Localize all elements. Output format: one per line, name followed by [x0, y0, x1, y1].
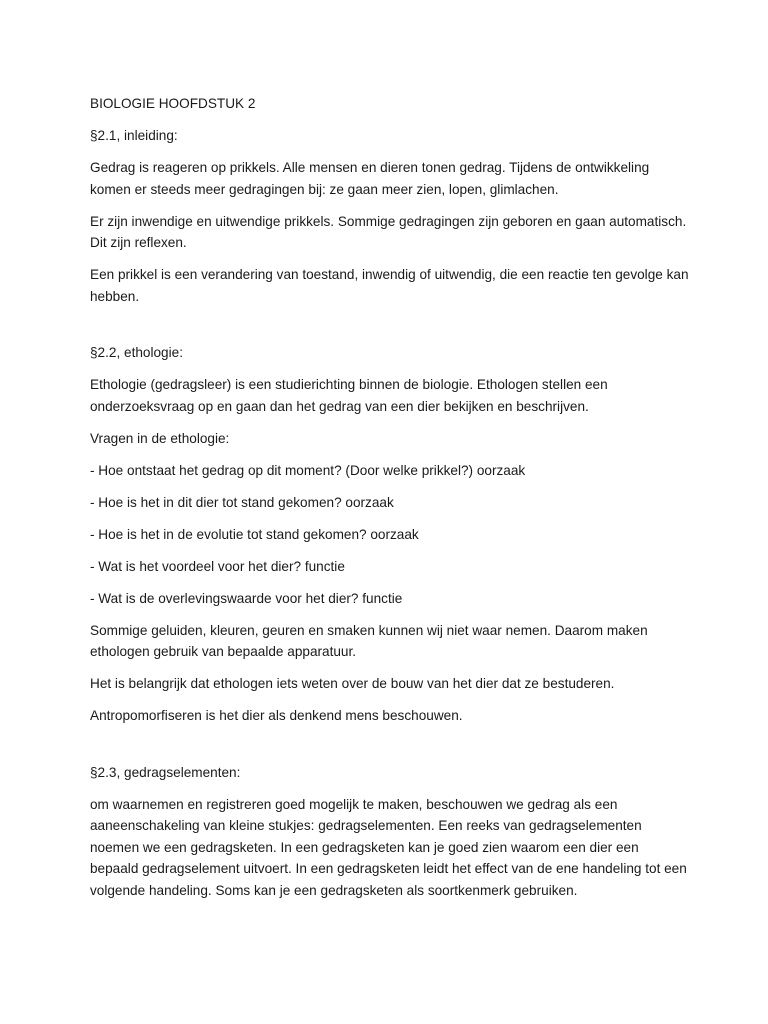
- list-item: - Wat is het voordeel voor het dier? functie: [90, 558, 345, 574]
- paragraph: Ethologie (gedragsleer) is een studierichting binnen de biologie. Ethologen stellen een onderzoeksvraag op en gaan dan het gedrag van een dier bekijken en beschrijven.: [90, 377, 608, 414]
- paragraph: om waarnemen en registreren goed mogelijk te maken, beschouwen we gedrag als een aaneenschakeling van kleine stukjes: gedragselementen. Een reeks van gedragselementen noemen we een gedragsketen. In een gedragsketen kan je goed zien waarom een dier een bepaald gedragselement uitvoert. In een gedragsketen leidt het effect van de ene handeling tot een volgende handeling. Soms kan je een gedragsketen als soortkenmerk gebruiken.: [90, 796, 687, 898]
- list-item: - Wat is de overlevingswaarde voor het dier? functie: [90, 590, 403, 606]
- document-page: [90, 93, 690, 912]
- paragraph: Gedrag is reageren op prikkels. Alle mensen en dieren tonen gedrag. Tijdens de ontwikkeling komen er steeds meer gedragingen bij: ze gaan meer zien, lopen, glimlachen.: [90, 160, 650, 197]
- paragraph: Het is belangrijk dat ethologen iets weten over de bouw van het dier dat ze bestuderen.: [90, 676, 615, 691]
- paragraph: Antropomorfiseren is het dier als denkend mens beschouwen.: [90, 708, 463, 723]
- list-item: - Hoe is het in de evolutie tot stand gekomen? oorzaak: [90, 526, 419, 542]
- paragraph: Sommige geluiden, kleuren, geuren en smaken kunnen wij niet waar nemen. Daarom maken ethologen gebruik van bepaalde apparatuur.: [90, 622, 648, 659]
- list-item: - Hoe ontstaat het gedrag op dit moment? (Door welke prikkel?) oorzaak: [90, 462, 526, 478]
- paragraph: Een prikkel is een verandering van toestand, inwendig of uitwendig, die een reactie ten gevolge kan hebben.: [90, 267, 689, 304]
- paragraph: Er zijn inwendige en uitwendige prikkels. Sommige gedragingen zijn geboren en gaan automatisch. Dit zijn reflexen.: [90, 213, 687, 250]
- section-heading-2-2: §2.2, ethologie:: [90, 345, 183, 360]
- document-title: BIOLOGIE HOOFDSTUK 2: [90, 96, 256, 111]
- paragraph: Vragen in de ethologie:: [90, 430, 230, 446]
- list-item: - Hoe is het in dit dier tot stand gekomen? oorzaak: [90, 494, 394, 510]
- section-heading-2-1: §2.1, inleiding:: [90, 128, 178, 143]
- section-heading-2-3: §2.3, gedragselementen:: [90, 764, 241, 780]
